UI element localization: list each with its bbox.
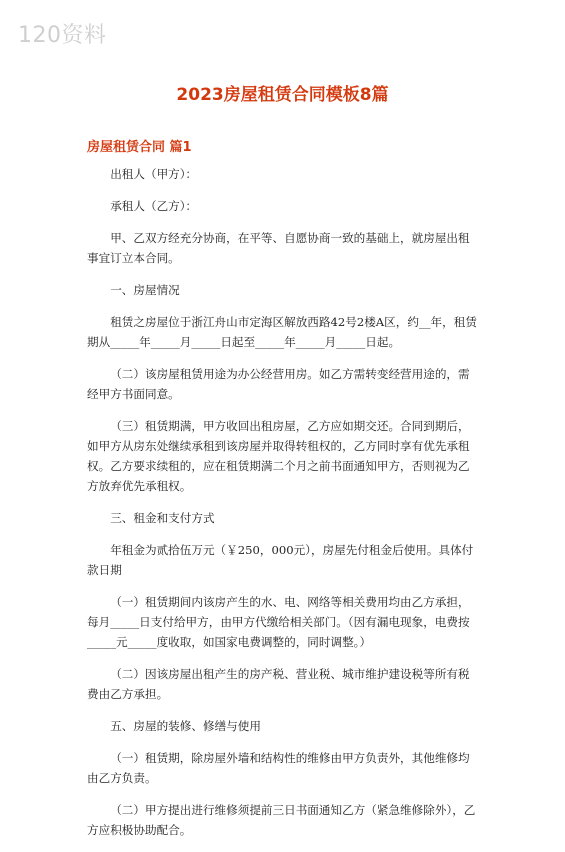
paragraph-taxes: （二）因该房屋出租产生的房产税、营业税、城市维护建设税等所有税费由乙方承担。 xyxy=(87,667,470,701)
paragraph-notice: （二）甲方提出进行维修须提前三日书面通知乙方（紧急维修除外），乙方应积极协助配合。 xyxy=(87,803,476,837)
watermark: 120资料 xyxy=(18,23,107,48)
contract-body xyxy=(87,164,477,852)
paragraph-lessee: 承租人（乙方）： xyxy=(110,199,198,213)
section-title: 房屋租赁合同 篇1 xyxy=(87,140,192,155)
heading-rent: 三、租金和支付方式 xyxy=(110,511,215,525)
paragraph-utilities: （一）租赁期间内该房产生的水、电、网络等相关费用均由乙方承担，每月_____日支付给甲方，由甲方代缴给相关部门。（因有漏电现象，电费按_____元_____度收取，如国家电费调整的，同时调整。） xyxy=(87,595,470,649)
heading-maintenance: 五、房屋的装修、修缮与使用 xyxy=(110,719,261,733)
paragraph-usage: （二）该房屋租赁用途为办公经营用房。如乙方需转变经营用途的，需经甲方书面同意。 xyxy=(87,367,470,401)
heading-property: 一、房屋情况 xyxy=(110,283,180,297)
paragraph-intro: 甲、乙双方经充分协商，在平等、自愿协商一致的基础上，就房屋出租事宜订立本合同。 xyxy=(87,231,470,265)
document-title: 2023房屋租赁合同模板8篇 xyxy=(176,85,389,105)
paragraph-repairs: （一）租赁期，除房屋外墙和结构性的维修由甲方负责外，其他维修均由乙方负责。 xyxy=(87,751,470,785)
paragraph-location: 租赁之房屋位于浙江舟山市定海区解放西路42号2楼A区，约__年，租赁期从_____年_____月_____日起至_____年_____月_____日起。 xyxy=(87,315,477,349)
paragraph-lessor: 出租人（甲方）： xyxy=(110,167,198,181)
paragraph-annual-rent: 年租金为贰拾伍万元（￥250，000元），房屋先付租金后使用。具体付款日期 xyxy=(87,543,474,577)
paragraph-expiry: （三）租赁期满，甲方收回出租房屋，乙方应如期交还。合同到期后，如甲方从房东处继续承租到该房屋并取得转租权的，乙方同时享有优先承租权。乙方要求续租的，应在租赁期满二个月之前书面通知甲方，否则视为乙方放弃优先承租权。 xyxy=(87,419,470,493)
